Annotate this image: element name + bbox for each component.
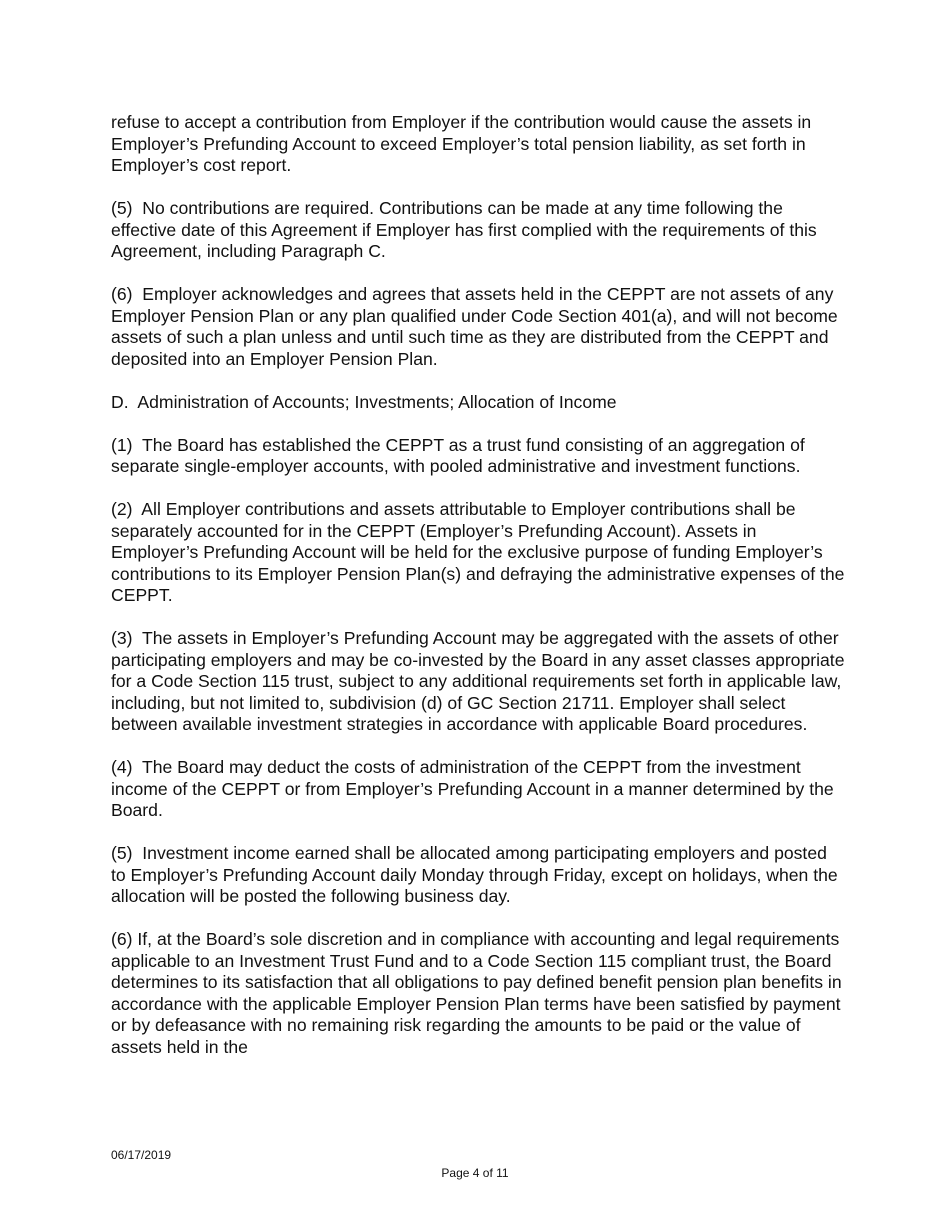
paragraph-d1: (1) The Board has established the CEPPT as a trust fund consisting of an aggregation of separate single-employer accounts, with pooled administrative and investment functions. xyxy=(111,434,810,476)
document-body xyxy=(111,112,850,1080)
paragraph-d2: (2) All Employer contributions and assets attributable to Employer contributions shall be separately accounted for in the CEPPT (Employer’s Prefunding Account). Assets in Employer’s Prefunding Account will be held for the exclusive purpose of funding Employer’s contributions to its Employer Pension Plan(s) and defraying the administrative expenses of the CEPPT. xyxy=(111,499,850,605)
paragraph-c6: (6) Employer acknowledges and agrees that assets held in the CEPPT are not assets of any Employer Pension Plan or any plan qualified under Code Section 401(a), and will not become assets of such a plan unless and until such time as they are distributed from the CEPPT and deposited into an Employer Pension Plan. xyxy=(111,284,843,369)
paragraph-d4: (4) The Board may deduct the costs of administration of the CEPPT from the investment income of the CEPPT or from Employer’s Prefunding Account in a manner determined by the Board. xyxy=(111,757,839,820)
footer-page-number: Page 4 of 11 xyxy=(441,1166,509,1180)
paragraph-d5: (5) Investment income earned shall be allocated among participating employers and posted to Employer’s Prefunding Account daily Monday through Friday, except on holidays, when the allocation will be posted the following business day. xyxy=(111,843,843,906)
footer-date: 06/17/2019 xyxy=(111,1148,172,1162)
paragraph-d6: (6) If, at the Board’s sole discretion and in compliance with accounting and legal requirements applicable to an Investment Trust Fund and to a Code Section 115 compliant trust, the Board determines to its satisfaction that all obligations to pay defined benefit pension plan benefits in accordance with the applicable Employer Pension Plan terms have been satisfied by payment or by defeasance with no remaining risk regarding the amounts to be paid or the value of assets held in the xyxy=(111,929,847,1057)
section-heading-d: D. Administration of Accounts; Investments; Allocation of Income xyxy=(111,391,617,412)
paragraph-d3: (3) The assets in Employer’s Prefunding Account may be aggregated with the assets of other participating employers and may be co-invested by the Board in any asset classes appropriate for a Code Section 115 trust, subject to any additional requirements set forth in applicable law, including, but not limited to, subdivision (d) of GC Section 21711. Employer shall select between available investment strategies in accordance with applicable Board procedures. xyxy=(111,628,850,734)
paragraph-c5: (5) No contributions are required. Contributions can be made at any time following the effective date of this Agreement if Employer has first complied with the requirements of this Agreement, including Paragraph C. xyxy=(111,198,821,261)
paragraph-continuation: refuse to accept a contribution from Employer if the contribution would cause the assets in Employer’s Prefunding Account to exceed Employer’s total pension liability, as set forth in Employer’s cost report. xyxy=(111,112,817,175)
